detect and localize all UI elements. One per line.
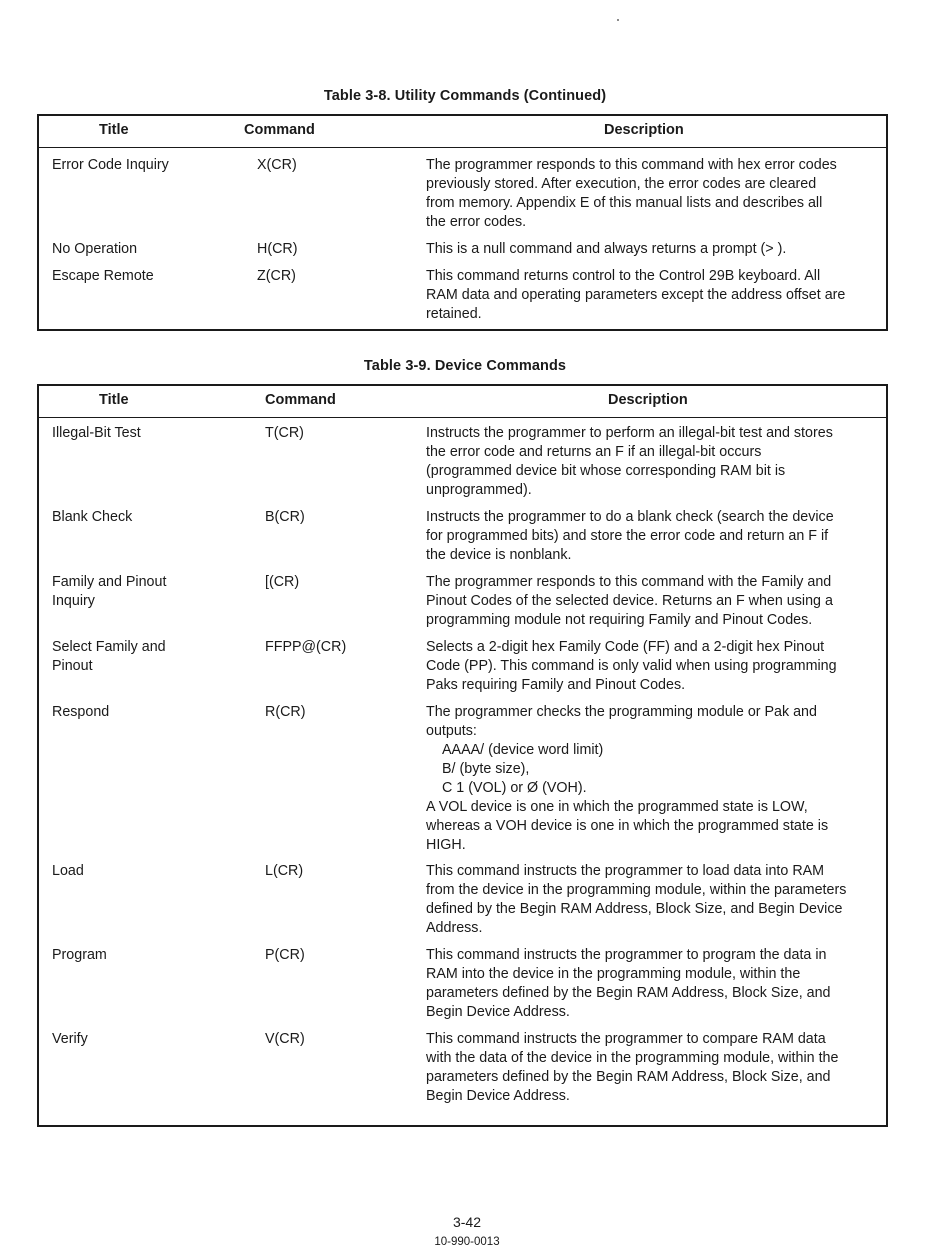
row-command: X(CR) [257, 157, 297, 173]
row-title [52, 424, 242, 443]
row-description-line: The programmer checks the programming module or Pak and [426, 704, 817, 720]
row-description-line: for programmed bits) and store the error code and return an F if [426, 528, 829, 544]
row-title-line: Escape Remote [52, 268, 154, 284]
header-title: Title [99, 392, 129, 408]
row-description-line: C 1 (VOL) or Ø (VOH). [442, 780, 587, 796]
row-title-line: Inquiry [52, 593, 95, 609]
row-description-line: B/ (byte size), [442, 761, 530, 777]
row-title-line: Blank Check [52, 509, 133, 525]
row-description-line: Selects a 2-digit hex Family Code (FF) and a 2-digit hex Pinout [426, 639, 825, 655]
row-title [52, 508, 242, 527]
utility-commands-table [37, 114, 888, 331]
row-command: FFPP@(CR) [265, 639, 347, 655]
row-description [426, 508, 886, 565]
row-title [52, 1030, 242, 1049]
row-description-line: retained. [426, 306, 482, 322]
row-description-line: HIGH. [426, 837, 466, 853]
row-description-line: RAM data and operating parameters except the address offset are [426, 287, 846, 303]
row-title [52, 703, 242, 722]
row-description-line: This command returns control to the Control 29B keyboard. All [426, 268, 821, 284]
header-title: Title [99, 122, 129, 138]
row-description-line: Instructs the programmer to do a blank check (search the device [426, 509, 834, 525]
table-header [39, 386, 886, 418]
row-description-line: This command instructs the programmer to program the data in [426, 947, 827, 963]
row-description [426, 156, 886, 232]
row-title-line: Verify [52, 1031, 88, 1047]
page-number: 3-42 [452, 1214, 482, 1230]
row-description-line: Paks requiring Family and Pinout Codes. [426, 677, 686, 693]
row-title-line: Respond [52, 704, 110, 720]
row-description-line: (programmed device bit whose corresponding RAM bit is [426, 463, 786, 479]
row-command: V(CR) [265, 1031, 305, 1047]
row-description [426, 638, 886, 695]
row-description [426, 240, 886, 259]
device-commands-table [37, 384, 888, 1127]
row-command: R(CR) [265, 704, 306, 720]
row-title-line: No Operation [52, 241, 138, 257]
row-description [426, 424, 886, 500]
row-description-line: Instructs the programmer to perform an illegal-bit test and stores [426, 425, 833, 441]
row-description-line: parameters defined by the Begin RAM Address, Block Size, and [426, 985, 831, 1001]
row-title [52, 267, 242, 286]
row-description-line: AAAA/ (device word limit) [442, 742, 604, 758]
row-description-line: from the device in the programming module, within the parameters [426, 882, 847, 898]
row-title [52, 573, 242, 611]
row-title-line: Error Code Inquiry [52, 157, 169, 173]
table-header [39, 116, 886, 148]
row-command: L(CR) [265, 863, 304, 879]
row-command: B(CR) [265, 509, 305, 525]
row-title [52, 156, 242, 175]
row-description [426, 267, 886, 324]
row-description-line: defined by the Begin RAM Address, Block Size, and Begin Device [426, 901, 843, 917]
row-description [426, 703, 886, 855]
row-command: [(CR) [265, 574, 300, 590]
row-description-line: Code (PP). This command is only valid when using programming [426, 658, 837, 674]
row-description-line: previously stored. After execution, the error codes are cleared [426, 176, 817, 192]
row-title [52, 946, 242, 965]
header-command: Command [265, 392, 336, 408]
row-description-line: outputs: [426, 723, 477, 739]
row-description-line: Begin Device Address. [426, 1088, 570, 1104]
row-description-line: The programmer responds to this command with the Family and [426, 574, 832, 590]
row-description-line: RAM into the device in the programming module, within the [426, 966, 801, 982]
row-description-line: programming module not requiring Family and Pinout Codes. [426, 612, 813, 628]
row-title-line: Illegal-Bit Test [52, 425, 141, 441]
document-number: 10-990-0013 [434, 1236, 500, 1248]
row-command: P(CR) [265, 947, 305, 963]
row-description-line: with the data of the device in the programming module, within the [426, 1050, 839, 1066]
row-description-line: the error codes. [426, 214, 527, 230]
header-description: Description [608, 392, 688, 408]
row-description-line: the error code and returns an F if an illegal-bit occurs [426, 444, 762, 460]
row-command: Z(CR) [257, 268, 296, 284]
row-description-line: the device is nonblank. [426, 547, 572, 563]
row-description-line: A VOL device is one in which the programmed state is LOW, [426, 799, 808, 815]
row-description-line: The programmer responds to this command with hex error codes [426, 157, 837, 173]
row-description-line: Pinout Codes of the selected device. Returns an F when using a [426, 593, 833, 609]
row-title-line: Load [52, 863, 84, 879]
row-description [426, 1030, 886, 1106]
header-command: Command [244, 122, 315, 138]
row-description-line: This command instructs the programmer to load data into RAM [426, 863, 825, 879]
row-description-line: Begin Device Address. [426, 1004, 570, 1020]
row-title-line: Pinout [52, 658, 93, 674]
row-description [426, 862, 886, 938]
row-title [52, 240, 242, 259]
row-command: H(CR) [257, 241, 298, 257]
row-title-line: Family and Pinout [52, 574, 167, 590]
table-3-8-caption: Table 3-8. Utility Commands (Continued) [323, 88, 607, 104]
row-description-line: Address. [426, 920, 483, 936]
row-title [52, 638, 242, 676]
row-description [426, 573, 886, 630]
row-title-line: Program [52, 947, 107, 963]
row-title [52, 862, 242, 881]
row-description-line: parameters defined by the Begin RAM Address, Block Size, and [426, 1069, 831, 1085]
row-description [426, 946, 886, 1022]
row-description-line: This is a null command and always returns a prompt (> ). [426, 241, 787, 257]
row-description-line: unprogrammed). [426, 482, 532, 498]
table-3-9-caption: Table 3-9. Device Commands [363, 358, 567, 374]
row-description-line: from memory. Appendix E of this manual lists and describes all [426, 195, 823, 211]
row-command: T(CR) [265, 425, 304, 441]
header-description: Description [604, 122, 684, 138]
row-title-line: Select Family and [52, 639, 166, 655]
row-description-line: whereas a VOH device is one in which the programmed state is [426, 818, 829, 834]
scan-speck [617, 19, 619, 21]
row-description-line: This command instructs the programmer to compare RAM data [426, 1031, 826, 1047]
